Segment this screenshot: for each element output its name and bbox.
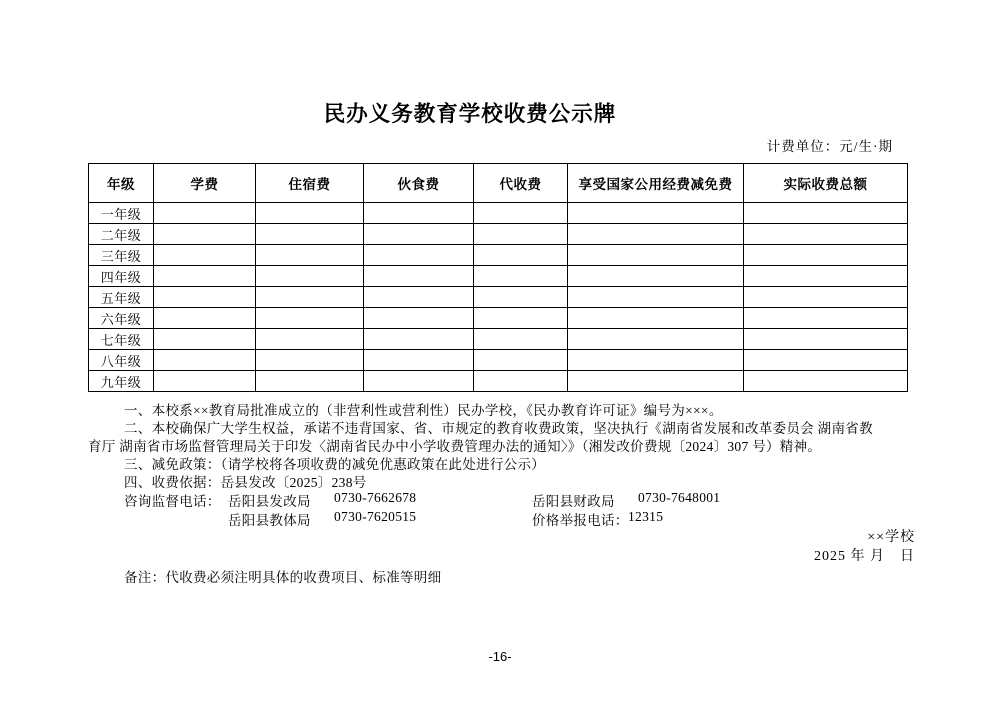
fee-cell <box>568 329 744 350</box>
fee-cell <box>256 308 364 329</box>
fee-cell <box>364 350 474 371</box>
contact-jtj-name: 岳阳县教体局 <box>228 513 311 528</box>
fee-cell <box>364 371 474 392</box>
notice-line-4: 四、收费依据：岳县发改〔2025〕238号 <box>124 475 367 490</box>
billing-unit-note: 计费单位：元/生·期 <box>766 139 893 154</box>
page-number: -16- <box>488 649 512 664</box>
signature-school: ××学校 <box>867 530 915 545</box>
grade-cell: 九年级 <box>89 371 154 392</box>
fee-cell <box>364 329 474 350</box>
fee-cell <box>744 266 908 287</box>
fee-cell <box>154 371 256 392</box>
fee-cell <box>256 203 364 224</box>
fee-cell <box>744 308 908 329</box>
notice-line-2: 二、本校确保广大学生权益，承诺不违背国家、省、市规定的教育收费政策，坚决执行《湖南省发展和改革委员会 湖南省教 <box>124 421 873 436</box>
fee-cell <box>474 245 568 266</box>
fee-cell <box>744 245 908 266</box>
fee-cell <box>364 308 474 329</box>
signature-date: 2025 年 月 日 <box>814 549 915 564</box>
contact-jtj-phone: 0730-7620515 <box>334 509 417 524</box>
fee-cell <box>154 203 256 224</box>
fee-cell <box>474 329 568 350</box>
header-subsidy: 享受国家公用经费减免费 <box>568 164 744 203</box>
fee-cell <box>474 308 568 329</box>
fee-cell <box>568 266 744 287</box>
fee-cell <box>744 371 908 392</box>
contact-czj-name: 岳阳县财政局 <box>532 494 615 509</box>
table-row <box>89 245 908 266</box>
contact-fgj-phone: 0730-7662678 <box>334 490 417 505</box>
price-report-phone: 12315 <box>628 509 664 524</box>
header-collected: 代收费 <box>474 164 568 203</box>
fee-cell <box>568 308 744 329</box>
fee-cell <box>744 224 908 245</box>
fee-cell <box>474 203 568 224</box>
fee-cell <box>154 224 256 245</box>
table-row <box>89 203 908 224</box>
contact-label: 咨询监督电话： <box>124 494 221 509</box>
fee-cell <box>474 224 568 245</box>
contact-fgj-name: 岳阳县发改局 <box>228 494 311 509</box>
fee-cell <box>256 224 364 245</box>
price-report-label: 价格举报电话： <box>532 513 629 528</box>
header-lodging: 住宿费 <box>256 164 364 203</box>
fee-cell <box>154 266 256 287</box>
fee-cell <box>364 287 474 308</box>
table-header-row <box>89 164 908 203</box>
grade-cell: 一年级 <box>89 203 154 224</box>
contact-line-2 <box>0 509 1000 527</box>
notice-text <box>88 402 916 492</box>
table-row <box>89 308 908 329</box>
fee-cell <box>364 245 474 266</box>
fee-cell <box>256 329 364 350</box>
fee-cell <box>568 371 744 392</box>
table-row <box>89 224 908 245</box>
fee-table <box>88 163 908 392</box>
fee-cell <box>474 287 568 308</box>
grade-cell: 七年级 <box>89 329 154 350</box>
header-meals: 伙食费 <box>364 164 474 203</box>
notice-line-3: 三、减免政策：（请学校将各项收费的减免优惠政策在此处进行公示） <box>124 457 546 472</box>
grade-cell: 三年级 <box>89 245 154 266</box>
fee-cell <box>568 350 744 371</box>
fee-cell <box>154 329 256 350</box>
fee-cell <box>256 350 364 371</box>
fee-cell <box>474 371 568 392</box>
fee-cell <box>568 203 744 224</box>
notice-line-1: 一、本校系××教育局批准成立的（非营利性或营利性）民办学校，《民办教育许可证》编号为×××。 <box>124 403 723 418</box>
fee-cell <box>744 329 908 350</box>
fee-cell <box>154 350 256 371</box>
grade-cell: 五年级 <box>89 287 154 308</box>
table-row <box>89 266 908 287</box>
table-row <box>89 350 908 371</box>
grade-cell: 六年级 <box>89 308 154 329</box>
grade-cell: 八年级 <box>89 350 154 371</box>
fee-cell <box>256 266 364 287</box>
fee-cell <box>256 371 364 392</box>
fee-cell <box>474 350 568 371</box>
fee-cell <box>474 266 568 287</box>
fee-cell <box>744 203 908 224</box>
fee-cell <box>744 287 908 308</box>
grade-cell: 二年级 <box>89 224 154 245</box>
fee-cell <box>154 308 256 329</box>
grade-cell: 四年级 <box>89 266 154 287</box>
table-row <box>89 329 908 350</box>
fee-cell <box>568 224 744 245</box>
notice-line-2-continued: 育厅 湖南省市场监督管理局关于印发〈湖南省民办中小学收费管理办法的通知〉》（湘发改价费规〔2024〕307 号）精神。 <box>88 439 822 454</box>
header-grade: 年级 <box>89 164 154 203</box>
fee-cell <box>744 350 908 371</box>
fee-cell <box>364 266 474 287</box>
header-tuition: 学费 <box>154 164 256 203</box>
footer-remark: 备注：代收费必须注明具体的收费项目、标准等明细 <box>124 570 442 585</box>
document-title: 民办义务教育学校收费公示牌 <box>323 102 617 126</box>
table-row <box>89 371 908 392</box>
contact-czj-phone: 0730-7648001 <box>638 490 721 505</box>
header-total: 实际收费总额 <box>744 164 908 203</box>
fee-cell <box>256 287 364 308</box>
fee-cell <box>154 245 256 266</box>
fee-cell <box>364 203 474 224</box>
fee-cell <box>154 287 256 308</box>
fee-cell <box>364 224 474 245</box>
fee-cell <box>256 245 364 266</box>
contact-line-1 <box>0 490 1000 508</box>
table-row <box>89 287 908 308</box>
fee-cell <box>568 245 744 266</box>
fee-cell <box>568 287 744 308</box>
